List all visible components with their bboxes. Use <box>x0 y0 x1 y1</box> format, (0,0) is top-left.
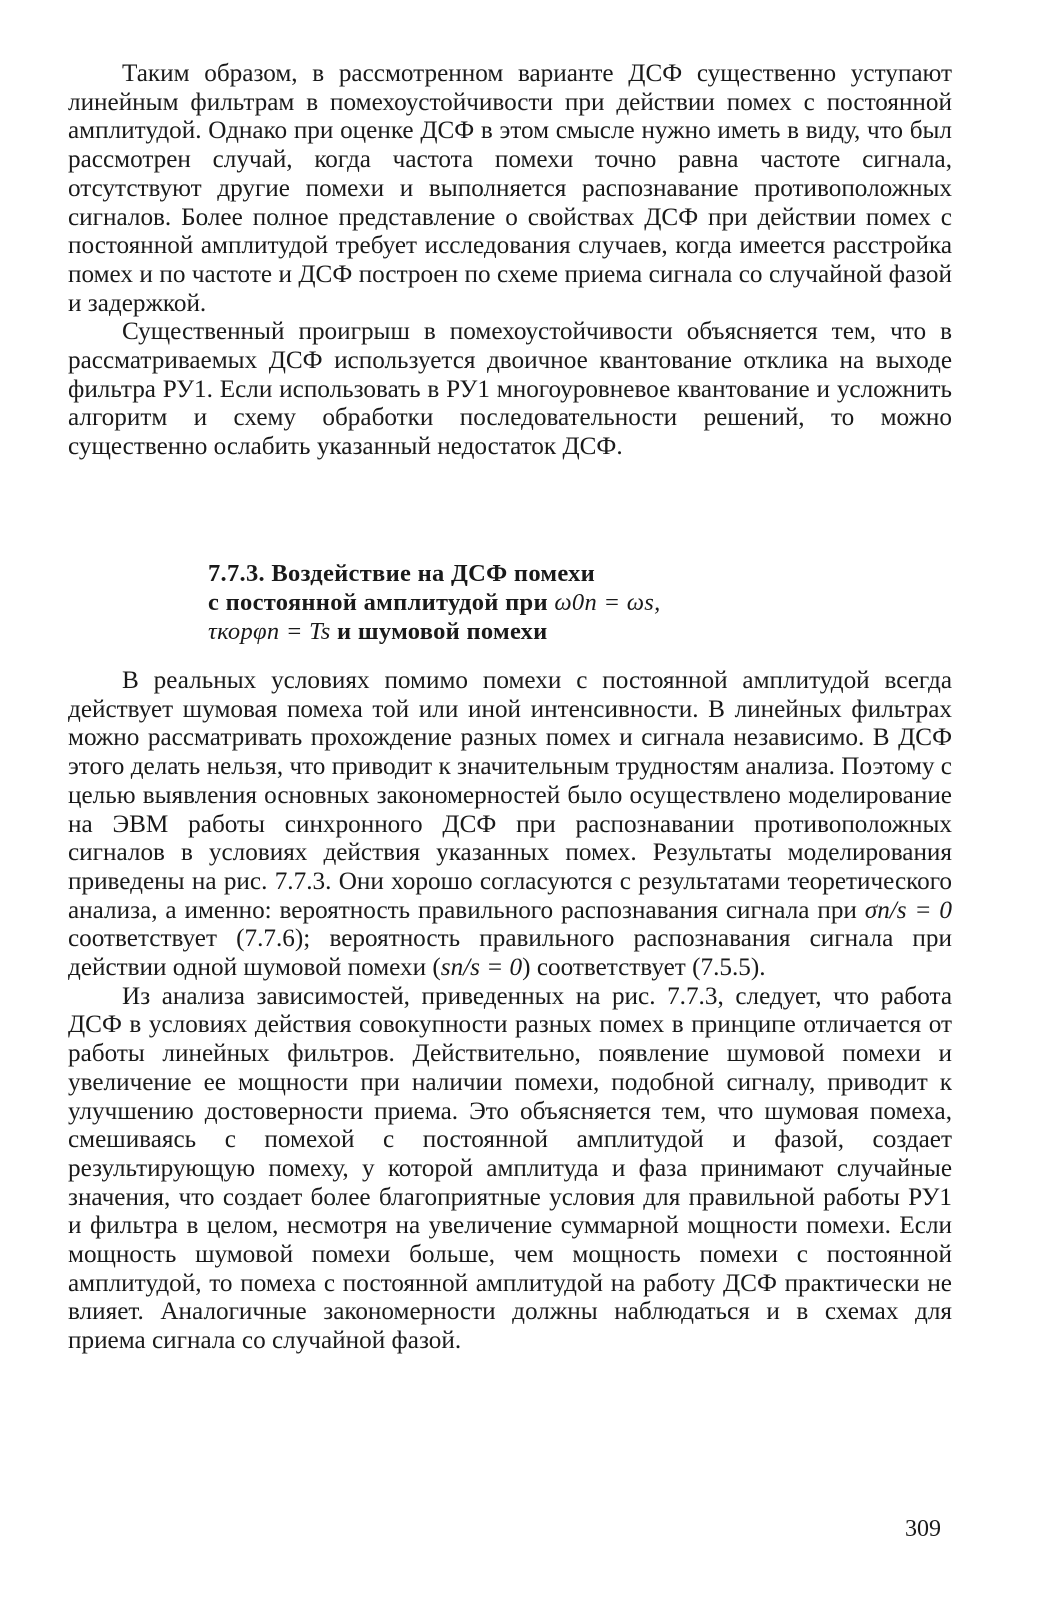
heading-formula-1: ω0n = ωs, <box>554 589 661 616</box>
section-heading <box>208 559 768 646</box>
paragraph-3-part3: ) соответствует (7.5.5). <box>522 954 766 982</box>
formula-s-ratio: sn/s = 0 <box>440 954 523 982</box>
paragraph-3-part1: В реальных условиях помимо помехи с постоянной амплитудой всегда действует шумовая помеха той или иной интенсивности. В линейных фильтрах можно рассматривать прохождение разных помех и сигнала независимо. В ДСФ этого делать нельзя, что приводит к значительным трудностям анализа. Поэтому с целью выявления основных закономерностей было осуществлено моделирование на ЭВМ работы синхронного ДСФ при распознавании противоположных сигналов в условиях действия указанных помех. Результаты моделирования приведены на рис. 7.7.3. Они хорошо согласуются с результатами теоретического анализа, а именно: вероятность правильного распознавания сигнала при <box>68 667 952 924</box>
heading-title-part1: Воздействие на ДСФ помехи <box>271 560 596 587</box>
top-text-block <box>68 60 952 462</box>
paragraph-3-part2: соответствует (7.7.6); вероятность правильного распознавания сигнала при действии одной шумовой помехи ( <box>68 925 952 982</box>
paragraph-2: Существенный проигрыш в помехоустойчивости объясняется тем, что в рассматриваемых ДСФ используется двоичное квантование отклика на выходе фильтра РУ1. Если использовать в РУ1 многоуровневое квантование и усложнить алгоритм и схему обработки последовательности решений, то можно существенно ослабить указанный недостаток ДСФ. <box>68 318 952 461</box>
heading-line-3 <box>208 617 768 646</box>
heading-line-1 <box>208 559 768 588</box>
paragraph-1: Таким образом, в рассмотренном варианте ДСФ существенно уступают линейным фильтрам в помехоустойчивости при действии помех с постоянной амплитудой. Однако при оценке ДСФ в этом смысле нужно иметь в виду, что был рассмотрен случай, когда частота помехи точно равна частоте сигнала, отсутствуют другие помехи и выполняется распознавание противоположных сигналов. Более полное представление о свойствах ДСФ при действии помех с постоянной амплитудой требует исследования случаев, когда имеется расстройка помех и по частоте и ДСФ построен по схеме приема сигнала со случайной фазой и задержкой. <box>68 60 952 317</box>
heading-title-part3: и шумовой помехи <box>337 618 548 645</box>
bottom-text-block <box>68 667 952 1356</box>
heading-formula-2: τкорφn = Ts <box>208 618 331 645</box>
formula-sigma-ratio: σn/s = 0 <box>864 896 952 924</box>
heading-line-2 <box>208 588 768 617</box>
page-number: 309 <box>905 1516 941 1542</box>
heading-title-part2: с постоянной амплитудой при <box>208 589 548 616</box>
section-number: 7.7.3. <box>208 560 265 587</box>
paragraph-3 <box>68 667 952 983</box>
paragraph-4: Из анализа зависимостей, приведенных на рис. 7.7.3, следует, что работа ДСФ в условиях действия совокупности разных помех в принципе отличается от работы линейных фильтров. Действительно, появление шумовой помехи и увеличение ее мощности при наличии помехи, подобной сигналу, приводит к улучшению достоверности приема. Это объясняется тем, что шумовая помеха, смешиваясь с помехой с постоянной амплитудой и фазой, создает результирующую помеху, у которой амплитуда и фаза принимают случайные значения, что создает более благоприятные условия для правильной работы РУ1 и фильтра в целом, несмотря на увеличение суммарной мощности помехи. Если мощность шумовой помехи больше, чем мощность помехи с постоянной амплитудой, то помеха с постоянной амплитудой на работу ДСФ практически не влияет. Аналогичные закономерности должны наблюдаться и в схемах для приема сигнала со случайной фазой. <box>68 982 952 1355</box>
